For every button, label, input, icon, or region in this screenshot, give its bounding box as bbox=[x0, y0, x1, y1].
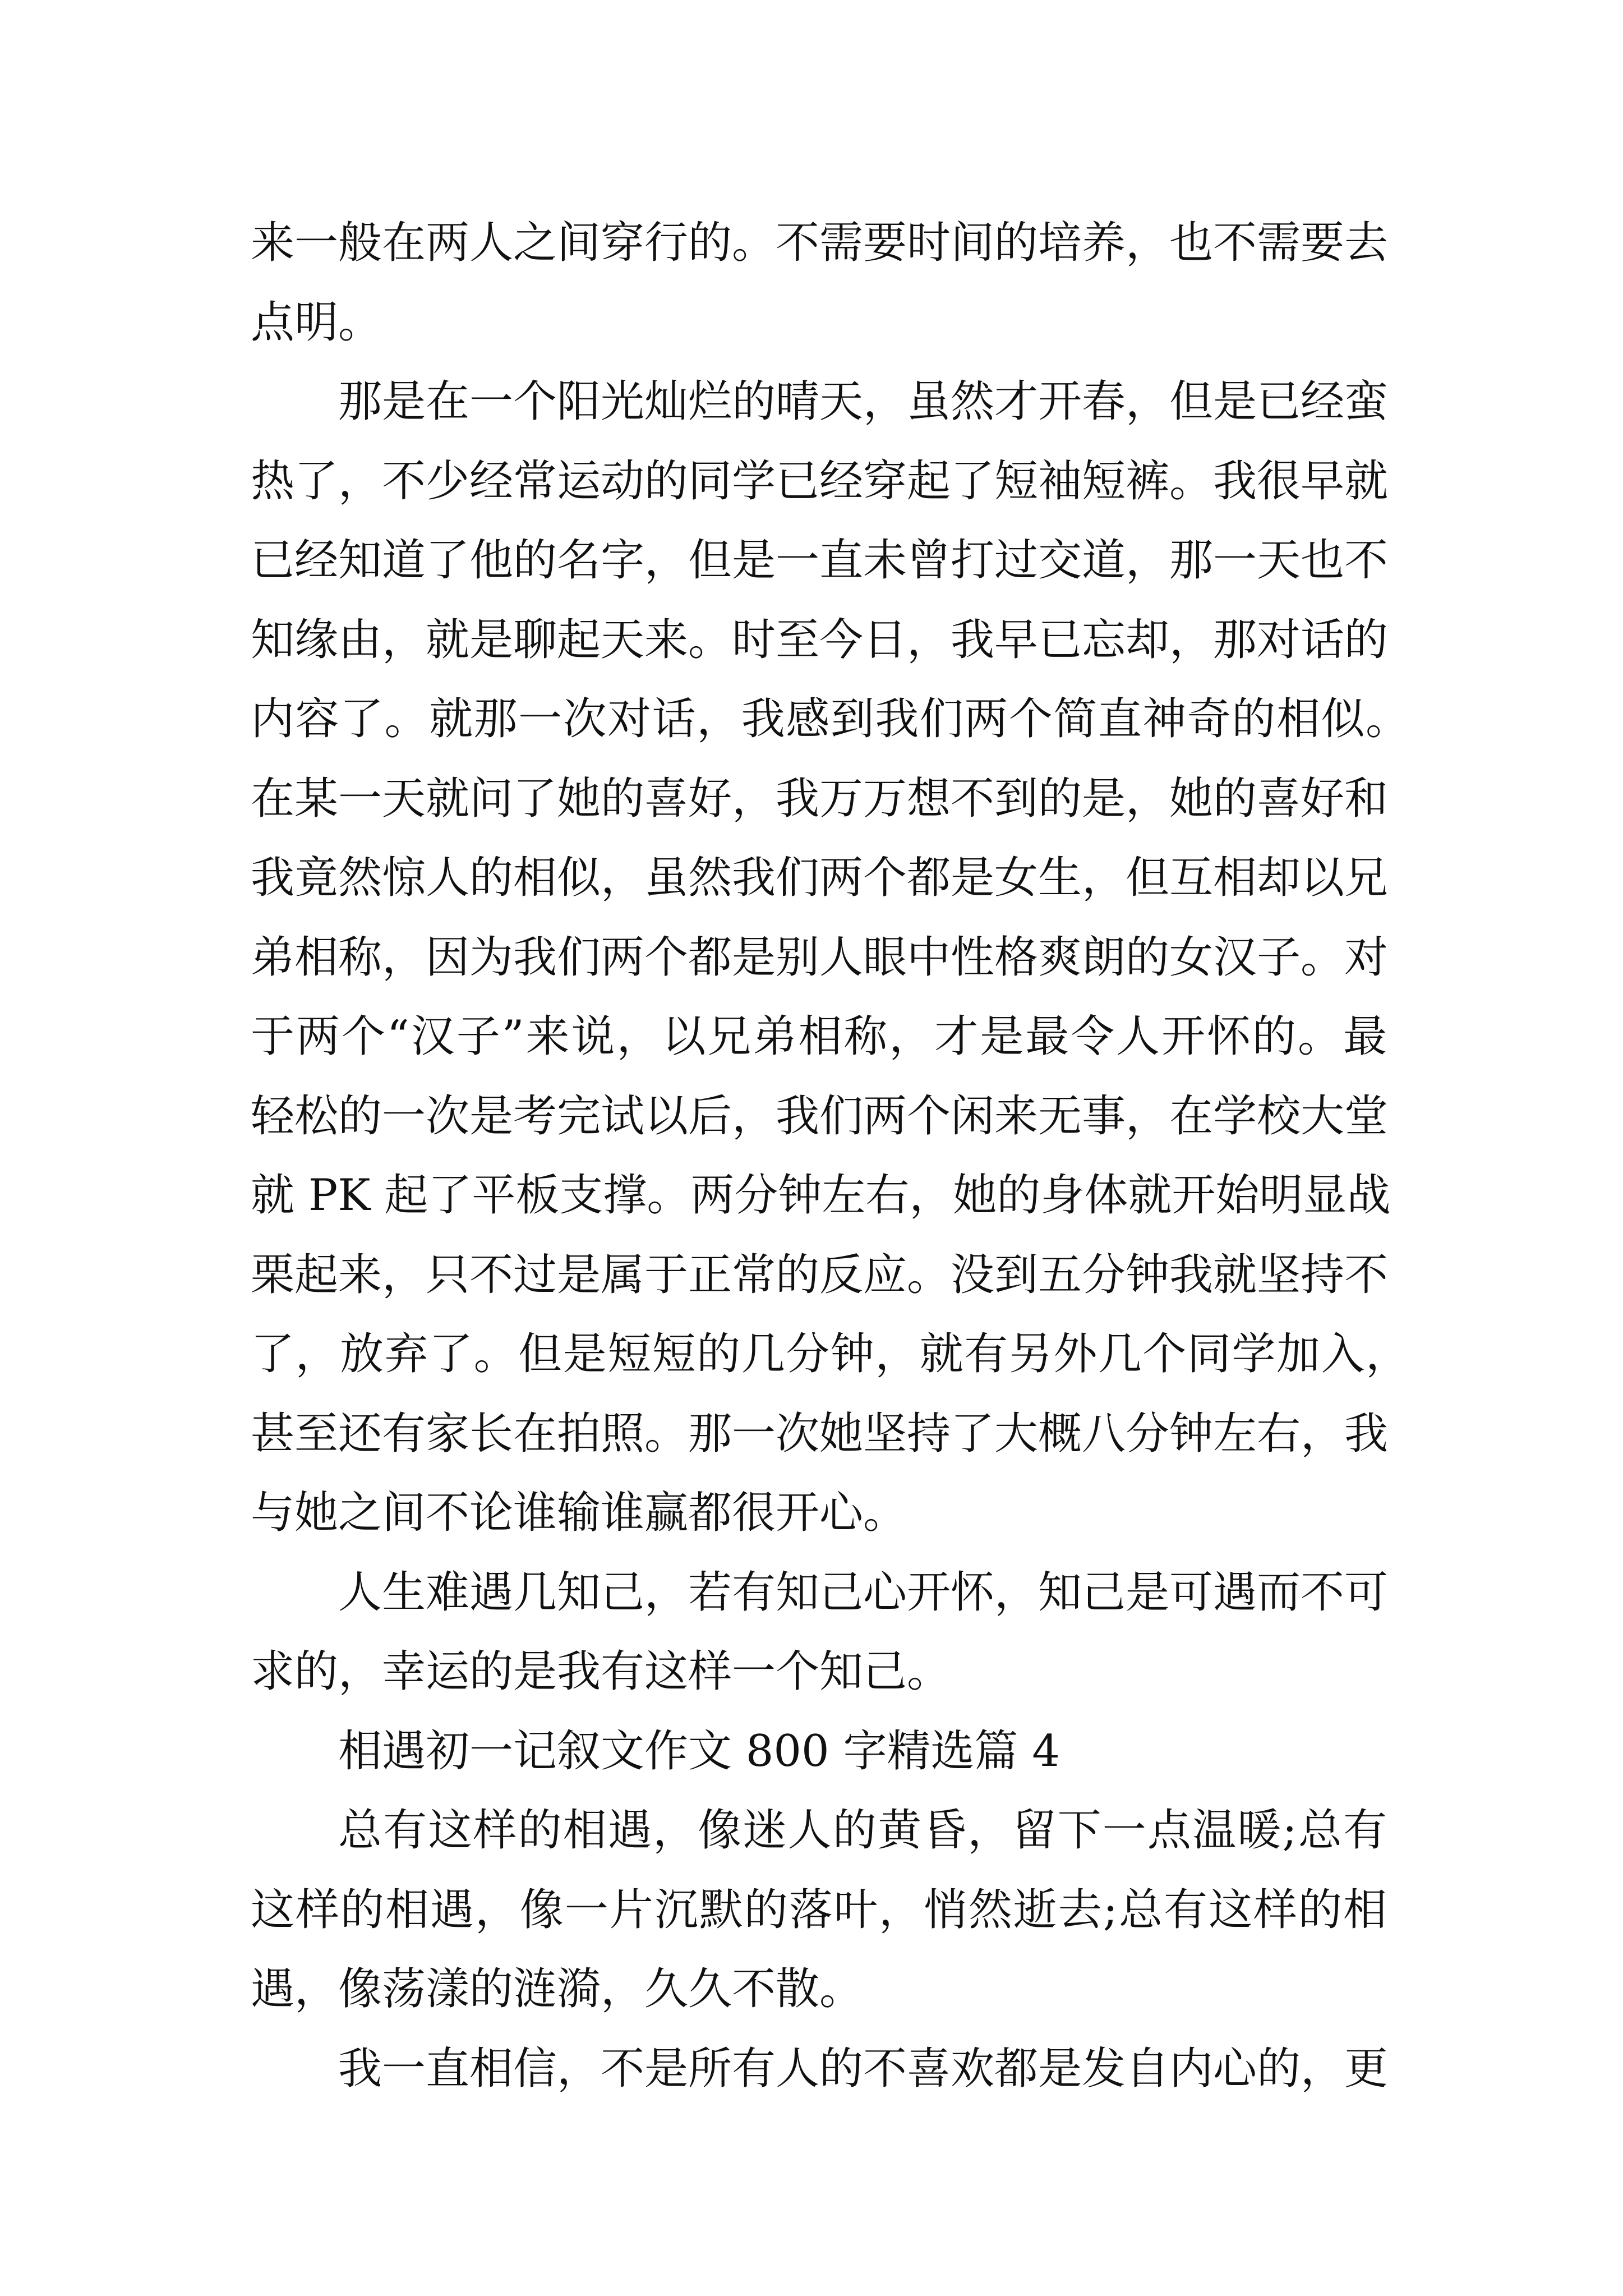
paragraph-first-line: 人生难遇几知己，若有知己心开怀，知己是可遇而不可 bbox=[338, 1567, 1389, 1618]
paragraph-first-line: 我一直相信，不是所有人的不喜欢都是发自内心的，更 bbox=[338, 2043, 1389, 2094]
section-heading: 相遇初一记叙文作文 800 字精选篇 4 bbox=[338, 1726, 1060, 1777]
body-text bbox=[251, 204, 1409, 2109]
text-line: 热了，不少经常运动的同学已经穿起了短袖短裤。我很早就 bbox=[251, 455, 1389, 507]
text-line: 轻松的一次是考完试以后，我们两个闲来无事，在学校大堂 bbox=[251, 1091, 1389, 1142]
text-line: 我竟然惊人的相似，虽然我们两个都是女生，但互相却以兄 bbox=[251, 853, 1389, 903]
text-line: 栗起来，只不过是属于正常的反应。没到五分钟我就坚持不 bbox=[251, 1249, 1389, 1300]
paragraph-first-line: 那是在一个阳光灿烂的晴天，虽然才开春，但是已经蛮 bbox=[338, 376, 1389, 427]
text-line: 知缘由，就是聊起天来。时至今日，我早已忘却，那对话的 bbox=[251, 614, 1389, 665]
text-line: 已经知道了他的名字，但是一直未曾打过交道，那一天也不 bbox=[251, 535, 1389, 586]
text-line: 求的，幸运的是我有这样一个知己。 bbox=[251, 1646, 951, 1697]
text-line: 在某一天就问了她的喜好，我万万想不到的是，她的喜好和 bbox=[251, 773, 1389, 824]
text-line: 内容了。就那一次对话，我感到我们两个简直神奇的相似。 bbox=[251, 694, 1409, 744]
text-line: 了，放弃了。但是短短的几分钟，就有另外几个同学加入， bbox=[251, 1329, 1409, 1379]
text-line: 点明。 bbox=[251, 297, 382, 348]
text-line: 于两个“汉子”来说，以兄弟相称，才是最令人开怀的。最 bbox=[251, 1011, 1387, 1062]
text-line: 就 PK 起了平板支撑。两分钟左右，她的身体就开始明显战 bbox=[251, 1170, 1391, 1221]
text-line: 与她之间不论谁输谁赢都很开心。 bbox=[251, 1488, 907, 1538]
text-line: 这样的相遇，像一片沉默的落叶，悄然逝去;总有这样的相 bbox=[251, 1884, 1387, 1935]
text-line: 来一般在两人之间穿行的。不需要时间的培养，也不需要去 bbox=[251, 218, 1389, 268]
text-line: 遇，像荡漾的涟漪，久久不散。 bbox=[251, 1964, 864, 2014]
paragraph-first-line: 总有这样的相遇，像迷人的黄昏，留下一点温暖;总有 bbox=[338, 1805, 1387, 1856]
text-line: 甚至还有家长在拍照。那一次她坚持了大概八分钟左右，我 bbox=[251, 1408, 1389, 1459]
text-line: 弟相称，因为我们两个都是别人眼中性格爽朗的女汉子。对 bbox=[251, 932, 1389, 983]
